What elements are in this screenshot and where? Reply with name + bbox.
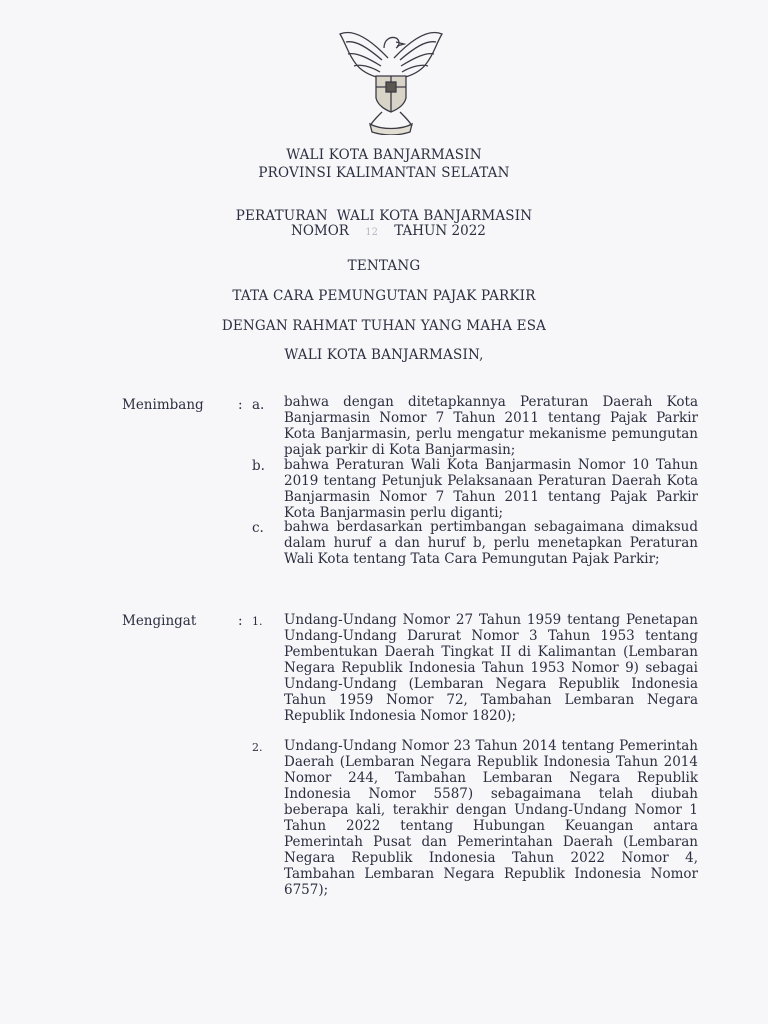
- menimbang-colon: :: [238, 397, 243, 413]
- mengingat-colon: :: [238, 613, 243, 629]
- header-line-1: WALI KOTA BANJARMASIN: [286, 147, 482, 163]
- mengingat-label: Mengingat: [122, 613, 197, 629]
- mengingat-item-2: Undang-Undang Nomor 23 Tahun 2014 tentang Pemerintah Daerah (Lembaran Negara Republik Indonesia Tahun 2014 Nomor 244, Tambahan Lembaran Negara Republik Indonesia Nomor 5587) sebagaimana telah diubah beberapa kali, terakhir dengan Undang-Undang Nomor 1 Tahun 2022 tentang Hubungan Keuangan antara Pemerintah Pusat dan Pemerintahan Daerah (Lembaran Negara Republik Indonesia Tahun 2022 Nomor 4, Tambahan Lembaran Negara Republik Indonesia Nomor 6757);: [284, 738, 698, 898]
- menimbang-marker-b: b.: [252, 458, 265, 474]
- official-line: WALI KOTA BANJARMASIN,: [284, 347, 484, 363]
- nomor-value: 12: [365, 227, 378, 238]
- header-line-2: PROVINSI KALIMANTAN SELATAN: [258, 165, 510, 181]
- rahmat-line: DENGAN RAHMAT TUHAN YANG MAHA ESA: [221, 318, 547, 334]
- menimbang-label: Menimbang: [122, 397, 204, 413]
- page-bottom-margin: [0, 900, 768, 1024]
- regulation-title: PERATURAN WALI KOTA BANJARMASIN: [235, 208, 533, 224]
- menimbang-marker-a: a.: [252, 397, 265, 413]
- garuda-emblem: [326, 20, 456, 135]
- mengingat-marker-2: 2.: [252, 741, 263, 754]
- regulation-number: [291, 223, 486, 239]
- menimbang-item-c: bahwa berdasarkan pertimbangan sebagaimana dimaksud dalam huruf a dan huruf b, perlu menetapkan Peraturan Wali Kota tentang Tata Cara Pemungutan Pajak Parkir;: [284, 519, 698, 567]
- tentang-heading: TENTANG: [347, 258, 421, 274]
- menimbang-marker-c: c.: [252, 520, 264, 536]
- menimbang-item-b: bahwa Peraturan Wali Kota Banjarmasin Nomor 10 Tahun 2019 tentang Petunjuk Pelaksanaan Peraturan Daerah Kota Banjarmasin Nomor 7 Tahun 2011 tentang Pajak Parkir Kota Banjarmasin perlu diganti;: [284, 457, 698, 521]
- nomor-label: NOMOR: [291, 223, 349, 239]
- subject-title: TATA CARA PEMUNGUTAN PAJAK PARKIR: [232, 288, 536, 304]
- mengingat-item-1: Undang-Undang Nomor 27 Tahun 1959 tentang Penetapan Undang-Undang Darurat Nomor 3 Tahun 1953 tentang Pembentukan Daerah Tingkat II di Kalimantan (Lembaran Negara Republik Indonesia Tahun 1953 Nomor 9) sebagai Undang-Undang (Lembaran Negara Republik Indonesia Tahun 1959 Nomor 72, Tambahan Lembaran Negara Republik Indonesia Nomor 1820);: [284, 612, 698, 724]
- tahun-label: TAHUN 2022: [394, 223, 486, 239]
- menimbang-item-a: bahwa dengan ditetapkannya Peraturan Daerah Kota Banjarmasin Nomor 7 Tahun 2011 tentang Pajak Parkir Kota Banjarmasin, perlu mengatur mekanisme pemungutan pajak parkir di Kota Banjarmasin;: [284, 394, 698, 458]
- mengingat-marker-1: 1.: [252, 615, 263, 628]
